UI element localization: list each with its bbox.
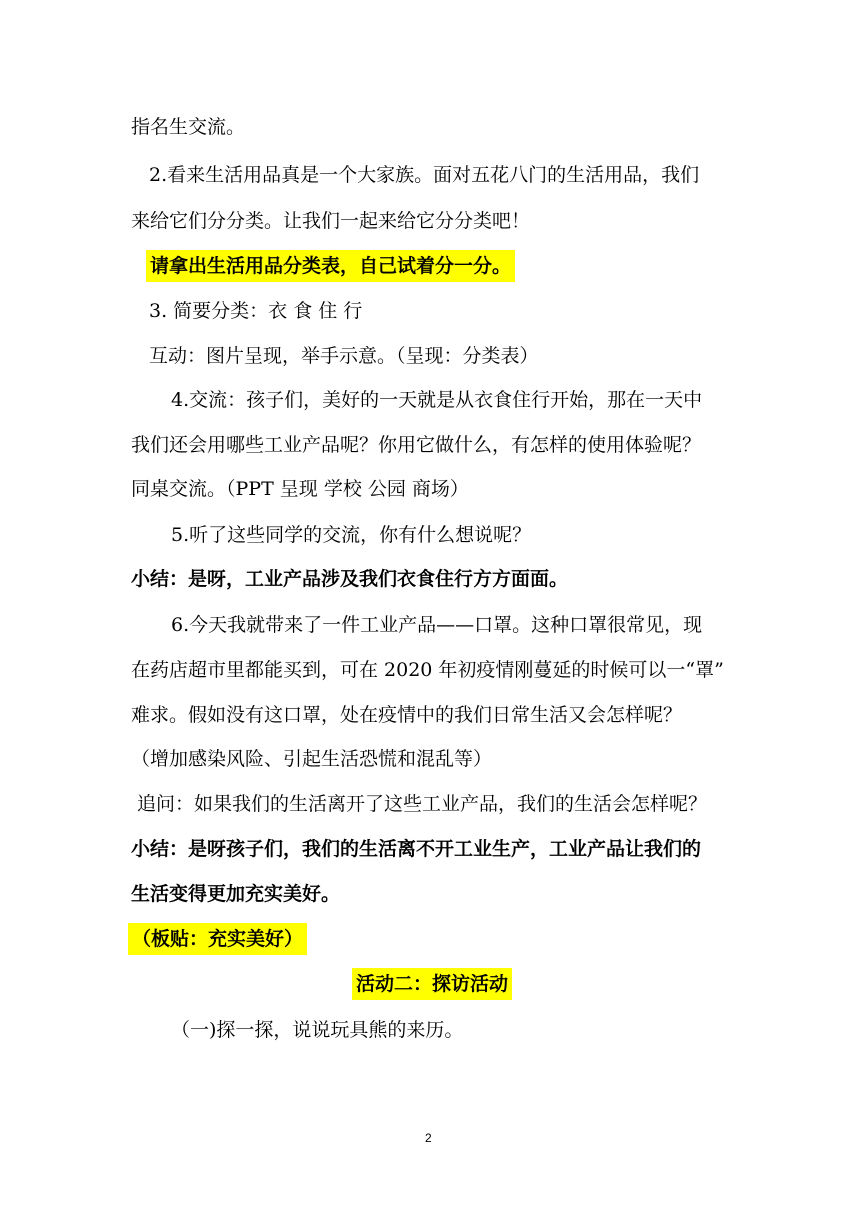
highlighted-instruction: 请拿出生活用品分类表，自己试着分一分。 [146, 250, 515, 282]
paragraph-line: 5.听了这些同学的交流，你有什么想说呢？ [171, 524, 532, 546]
summary-line: 小结：是呀孩子们，我们的生活离不开工业生产，工业产品让我们的 [131, 838, 702, 860]
paragraph-line: （一)探一探，说说玩具熊的来历。 [171, 1019, 464, 1041]
paragraph-line: 6.今天我就带来了一件工业产品——口罩。这种口罩很常见，现 [171, 614, 703, 636]
page-number: 2 [425, 1131, 432, 1145]
paragraph-line: 在药店超市里都能买到，可在 2020 年初疫情刚蔓延的时候可以一“罩” [131, 659, 724, 681]
paragraph-line: 同桌交流。（PPT 呈现 学校 公园 商场） [131, 478, 469, 500]
paragraph-line: 我们还会用哪些工业产品呢？你用它做什么，有怎样的使用体验呢？ [131, 434, 702, 456]
board-note: （板贴：充实美好） [128, 923, 307, 955]
paragraph-line: 难求。假如没有这口罩，处在疫情中的我们日常生活又会怎样呢？ [131, 704, 683, 726]
summary-line: 生活变得更加充实美好。 [131, 883, 341, 905]
paragraph-line: 来给它们分分类。让我们一起来给它分分类吧！ [131, 210, 531, 232]
section-heading: 活动二：探访活动 [352, 968, 512, 1000]
paragraph-line: 指名生交流。 [131, 116, 246, 138]
summary-line: 小结：是呀，工业产品涉及我们衣食住行方方面面。 [131, 568, 569, 590]
paragraph-line: 4.交流：孩子们，美好的一天就是从衣食住行开始，那在一天中 [171, 389, 703, 411]
paragraph-line: 追问：如果我们的生活离开了这些工业产品，我们的生活会怎样呢？ [137, 793, 708, 815]
paragraph-line: （增加感染风险、引起生活恐慌和混乱等） [131, 748, 493, 770]
paragraph-line: 2.看来生活用品真是一个大家族。面对五花八门的生活用品，我们 [149, 164, 700, 186]
paragraph-line: 3. 简要分类：衣 食 住 行 [149, 300, 363, 322]
paragraph-line: 互动：图片呈现，举手示意。（呈现：分类表） [149, 345, 539, 367]
